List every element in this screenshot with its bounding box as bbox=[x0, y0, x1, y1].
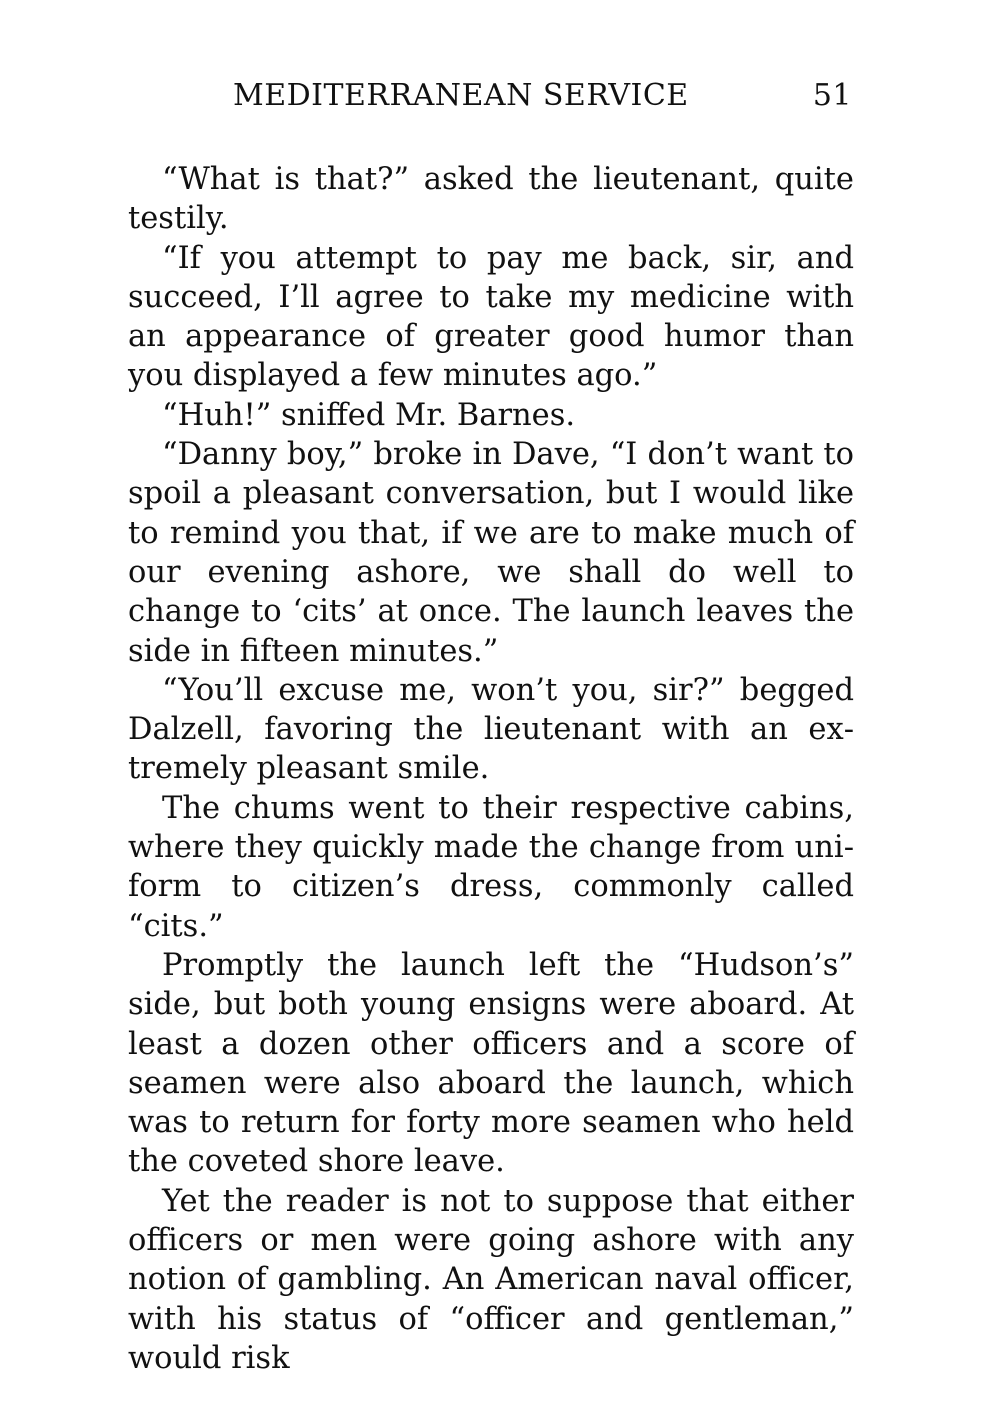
paragraph: “If you attempt to pay me back, sir, and succeed, I’ll agree to take my medicine with an appearance of greater good humor than you displayed a few minutes ago.” bbox=[128, 240, 854, 394]
running-head bbox=[128, 70, 854, 132]
paragraph: “What is that?” asked the lieutenant, quite testily. bbox=[128, 162, 854, 237]
paragraph: Promptly the launch left the “Hudson’s” side, but both young ensigns were aboard. At least a dozen other officers and a score of seamen were also aboard the launch, which was to return for forty more seamen who held the coveted shore leave. bbox=[128, 947, 854, 1180]
paragraph: “Huh!” sniffed Mr. Barnes. bbox=[162, 397, 576, 433]
paragraph: Yet the reader is not to suppose that either officers or men were going ashore with any notion of gambling. An American naval officer, with his status of “officer and gentleman,” would risk bbox=[128, 1183, 854, 1376]
book-page bbox=[128, 70, 854, 1378]
body-text bbox=[128, 160, 854, 1378]
paragraph: “Danny boy,” broke in Dave, “I don’t want to spoil a pleasant conversation, but I would like to remind you that, if we are to make much of our evening ashore, we shall do well to change to ‘cits’ at once. The launch leaves the side in fifteen minutes.” bbox=[128, 437, 854, 669]
page-number: 51 bbox=[812, 78, 852, 113]
paragraph: “You’ll excuse me, won’t you, sir?” begged Dalzell, favoring the lieutenant with an extremely pleasant smile. bbox=[128, 672, 854, 787]
running-title: MEDITERRANEAN SERVICE bbox=[233, 78, 689, 113]
paragraph: The chums went to their respective cabins, where they quickly made the change from uniform to citizen’s dress, commonly called “cits.” bbox=[128, 790, 854, 944]
